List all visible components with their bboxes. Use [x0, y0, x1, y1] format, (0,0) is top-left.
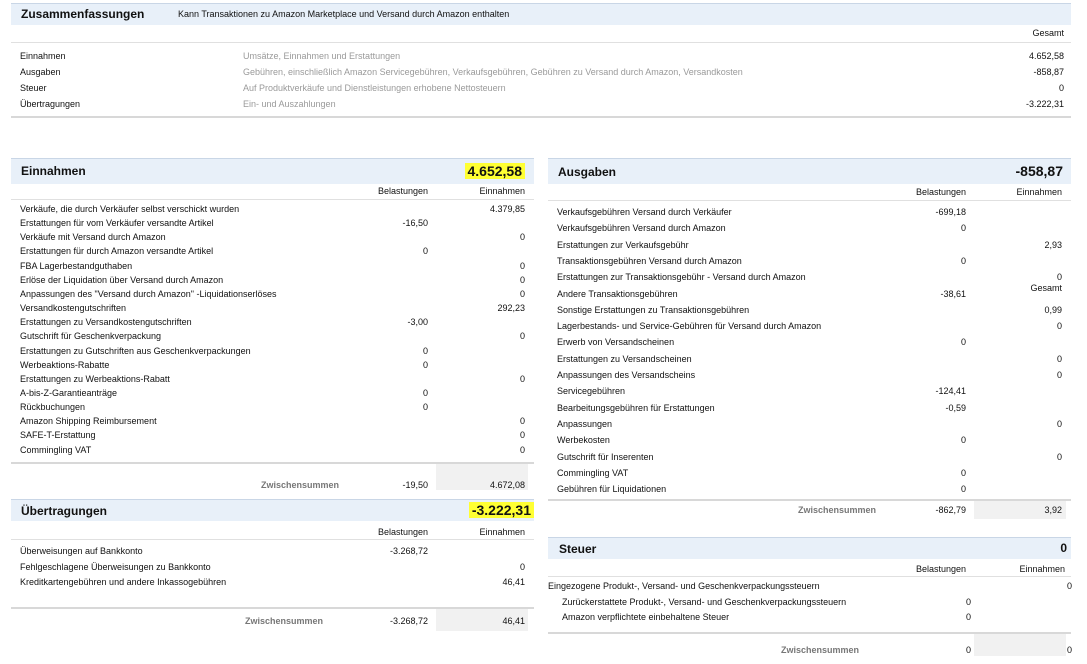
- einnahmen-row-debit: -16,50: [402, 218, 428, 229]
- einnahmen-row-credit: 0: [519, 416, 525, 427]
- uebertragungen-total: -3.222,31: [469, 502, 534, 518]
- steuer-total: 0: [1060, 541, 1067, 555]
- einnahmen-row-debit: 0: [422, 345, 428, 356]
- einnahmen-row-label: Versandkostengutschriften: [20, 303, 127, 314]
- steuer-row-debit: 0: [965, 612, 971, 622]
- summary-row-value: -858,87: [1033, 67, 1064, 77]
- einnahmen-row-label: SAFE-T-Erstattung: [20, 430, 96, 441]
- ausgaben-row-label: Werbekosten: [557, 435, 610, 446]
- einnahmen-row-label: Commingling VAT: [20, 444, 92, 455]
- ausgaben-row-debit: 0: [960, 223, 966, 234]
- ausgaben-row-label: Verkaufsgebühren Versand durch Verkäufer: [557, 207, 732, 217]
- summary-row-desc: Umsätze, Einnahmen und Erstattungen: [243, 51, 401, 61]
- ausgaben-row-label: Anpassungen des Versandscheins: [557, 370, 696, 380]
- einnahmen-subtotal-credit: 4.672,08: [489, 480, 525, 490]
- einnahmen-row-debit: 0: [422, 387, 428, 398]
- ausgaben-row-credit: 0,99: [1044, 304, 1062, 315]
- uebertragungen-row-label: Fehlgeschlagene Überweisungen zu Bankkonto: [20, 561, 211, 572]
- summary-col-total: Gesamt: [1032, 28, 1064, 38]
- uebertragungen-row-label: Kreditkartengebühren und andere Inkassogebühren: [20, 577, 227, 587]
- einnahmen-col-credit: Einnahmen: [479, 186, 525, 196]
- steuer-header: [548, 537, 1071, 559]
- einnahmen-divider: [11, 199, 534, 200]
- summary-row-value: 4.652,58: [1028, 51, 1064, 61]
- ausgaben-row-credit: 0: [1056, 272, 1062, 283]
- summary-row-value: -3.222,31: [1025, 99, 1064, 109]
- summary-row-label: Einnahmen: [20, 51, 66, 61]
- einnahmen-row-label: Erstattungen für durch Amazon versandte Artikel: [20, 246, 214, 257]
- ausgaben-row-debit: 0: [960, 484, 966, 495]
- summary-row-desc: Gebühren, einschließlich Amazon Servicegebühren, Verkaufsgebühren, Gebühren zu Versand durch Amazon, Versandkosten: [243, 67, 743, 77]
- einnahmen-row-label: FBA Lagerbestandguthaben: [20, 260, 133, 271]
- einnahmen-row-label: A-bis-Z-Garantieanträge: [20, 387, 118, 398]
- ausgaben-row-debit: 0: [960, 435, 966, 446]
- steuer-col-credit: Einnahmen: [1019, 564, 1065, 574]
- ausgaben-stray-total-label: Gesamt: [1030, 283, 1062, 293]
- summary-row-label: Ausgaben: [20, 67, 61, 77]
- einnahmen-row-credit: 0: [519, 274, 525, 285]
- steuer-divider: [548, 576, 1071, 577]
- einnahmen-row-label: Werbeaktions-Rabatte: [20, 359, 110, 370]
- ausgaben-row-credit: 0: [1056, 418, 1062, 429]
- ausgaben-col-credit: Einnahmen: [1016, 187, 1062, 197]
- einnahmen-row-debit: 0: [422, 402, 428, 413]
- einnahmen-row-label: Erstattungen zu Versandkostengutschriften: [20, 317, 192, 328]
- ausgaben-row-label: Erstattungen zur Transaktionsgebühr - Versand durch Amazon: [557, 272, 806, 283]
- ausgaben-row-label: Lagerbestands- und Service-Gebühren für Versand durch Amazon: [557, 321, 822, 332]
- uebertragungen-subtotal-debit: -3.268,72: [389, 616, 428, 626]
- einnahmen-row-label: Gutschrift für Geschenkverpackung: [20, 331, 162, 342]
- ausgaben-divider: [548, 200, 1071, 201]
- ausgaben-row-credit: 0: [1056, 451, 1062, 462]
- ausgaben-subtotal-label: Zwischensummen: [798, 505, 877, 515]
- ausgaben-row-debit: 0: [960, 337, 966, 348]
- summary-note: Kann Transaktionen zu Amazon Marketplace und Versand durch Amazon enthalten: [178, 9, 510, 19]
- ausgaben-row-debit: -124,41: [935, 386, 966, 397]
- einnahmen-row-label: Anpassungen des "Versand durch Amazon" -Liquidationserlöses: [20, 288, 277, 299]
- ausgaben-row-credit: 2,93: [1044, 239, 1062, 250]
- steuer-subtotal-label: Zwischensummen: [781, 645, 860, 655]
- ausgaben-row-debit: 0: [960, 255, 966, 266]
- summary-row-label: Steuer: [20, 83, 47, 93]
- uebertragungen-row-label: Überweisungen auf Bankkonto: [20, 546, 143, 556]
- steuer-subtotal-debit: 0: [965, 645, 971, 655]
- ausgaben-row-debit: -38,61: [940, 288, 966, 299]
- einnahmen-row-label: Verkäufe mit Versand durch Amazon: [20, 232, 166, 243]
- steuer-row-credit: 0: [1066, 581, 1072, 591]
- uebertragungen-col-debit: Belastungen: [377, 527, 428, 537]
- einnahmen-header: [11, 158, 534, 184]
- einnahmen-row-debit: 0: [422, 246, 428, 257]
- summary-bottom-line: [11, 116, 1071, 118]
- einnahmen-row-credit: 292,23: [497, 303, 525, 314]
- uebertragungen-row-debit: -3.268,72: [389, 546, 428, 556]
- summary-row-value: 0: [1058, 83, 1064, 93]
- uebertragungen-subtotal-credit: 46,41: [502, 616, 525, 626]
- steuer-subtotal-credit: 0: [1066, 645, 1072, 655]
- ausgaben-row-label: Commingling VAT: [557, 467, 629, 478]
- ausgaben-subtotal-debit: -862,79: [935, 505, 966, 515]
- einnahmen-row-debit: -3,00: [407, 317, 428, 328]
- steuer-row-label: Zurückerstattete Produkt-, Versand- und Geschenkverpackungssteuern: [562, 596, 847, 607]
- einnahmen-row-label: Erstattungen zu Gutschriften aus Geschenkverpackungen: [20, 345, 251, 356]
- ausgaben-row-label: Gutschrift für Inserenten: [557, 451, 654, 462]
- einnahmen-row-credit: 0: [519, 260, 525, 271]
- ausgaben-col-debit: Belastungen: [915, 187, 966, 197]
- ausgaben-row-label: Andere Transaktionsgebühren: [557, 288, 678, 299]
- uebertragungen-row-credit: 0: [519, 561, 525, 572]
- einnahmen-row-credit: 0: [519, 232, 525, 243]
- steuer-row-label: Amazon verpflichtete einbehaltene Steuer: [562, 612, 730, 622]
- ausgaben-title: Ausgaben: [558, 165, 617, 179]
- ausgaben-row-label: Sonstige Erstattungen zu Transaktionsgebühren: [557, 304, 750, 315]
- ausgaben-row-label: Gebühren für Liquidationen: [557, 484, 667, 495]
- einnahmen-row-credit: 0: [519, 444, 525, 455]
- steuer-row-debit: 0: [965, 596, 971, 607]
- summary-row-desc: Auf Produktverkäufe und Dienstleistungen erhobene Nettosteuern: [243, 83, 506, 93]
- einnahmen-total: 4.652,58: [465, 163, 526, 179]
- uebertragungen-divider: [11, 539, 534, 540]
- ausgaben-row-label: Anpassungen: [557, 418, 613, 429]
- uebertragungen-row-credit: 46,41: [502, 577, 525, 587]
- ausgaben-subtotal-credit: 3,92: [1044, 505, 1062, 515]
- ausgaben-row-label: Erwerb von Versandscheinen: [557, 337, 675, 348]
- ausgaben-total: -858,87: [1015, 163, 1063, 179]
- einnahmen-row-debit: 0: [422, 359, 428, 370]
- steuer-col-debit: Belastungen: [915, 564, 966, 574]
- ausgaben-row-label: Bearbeitungsgebühren für Erstattungen: [557, 402, 715, 413]
- summary-header: [11, 3, 1071, 25]
- ausgaben-row-label: Erstattungen zu Versandscheinen: [557, 353, 692, 364]
- ausgaben-row-label: Transaktionsgebühren Versand durch Amazon: [557, 255, 742, 266]
- einnahmen-row-credit: 4.379,85: [489, 204, 525, 214]
- einnahmen-row-credit: 0: [519, 373, 525, 384]
- steuer-title: Steuer: [559, 542, 597, 556]
- steuer-row-label: Eingezogene Produkt-, Versand- und Geschenkverpackungssteuern: [548, 581, 820, 591]
- ausgaben-row-debit: 0: [960, 467, 966, 478]
- einnahmen-row-label: Verkäufe, die durch Verkäufer selbst verschickt wurden: [20, 204, 240, 214]
- summary-divider: [11, 42, 1071, 43]
- einnahmen-row-label: Rückbuchungen: [20, 402, 86, 413]
- ausgaben-row-credit: 0: [1056, 353, 1062, 364]
- uebertragungen-subtotal-label: Zwischensummen: [245, 616, 324, 626]
- einnahmen-row-credit: 0: [519, 288, 525, 299]
- ausgaben-row-debit: -699,18: [935, 207, 966, 217]
- ausgaben-row-credit: 0: [1056, 370, 1062, 380]
- ausgaben-row-label: Servicegebühren: [557, 386, 626, 397]
- einnahmen-row-label: Amazon Shipping Reimbursement: [20, 416, 157, 427]
- uebertragungen-title: Übertragungen: [21, 504, 108, 518]
- summary-row-label: Übertragungen: [20, 99, 81, 109]
- einnahmen-title: Einnahmen: [21, 164, 86, 178]
- einnahmen-row-credit: 0: [519, 430, 525, 441]
- summary-title: Zusammenfassungen: [21, 7, 145, 21]
- ausgaben-row-credit: 0: [1056, 321, 1062, 332]
- einnahmen-row-label: Erstattungen zu Werbeaktions-Rabatt: [20, 373, 170, 384]
- einnahmen-col-debit: Belastungen: [377, 186, 428, 196]
- einnahmen-subtotal-debit: -19,50: [402, 480, 428, 490]
- summary-row-desc: Ein- und Auszahlungen: [243, 99, 336, 109]
- einnahmen-row-label: Erstattungen für vom Verkäufer versandte Artikel: [20, 218, 214, 229]
- ausgaben-header: [548, 158, 1071, 184]
- einnahmen-row-credit: 0: [519, 331, 525, 342]
- ausgaben-row-label: Verkaufsgebühren Versand durch Amazon: [557, 223, 726, 234]
- ausgaben-row-label: Erstattungen zur Verkaufsgebühr: [557, 239, 689, 250]
- uebertragungen-col-credit: Einnahmen: [479, 527, 525, 537]
- ausgaben-row-debit: -0,59: [945, 402, 966, 413]
- einnahmen-subtotal-label: Zwischensummen: [261, 480, 340, 490]
- einnahmen-row-label: Erlöse der Liquidation über Versand durch Amazon: [20, 274, 224, 285]
